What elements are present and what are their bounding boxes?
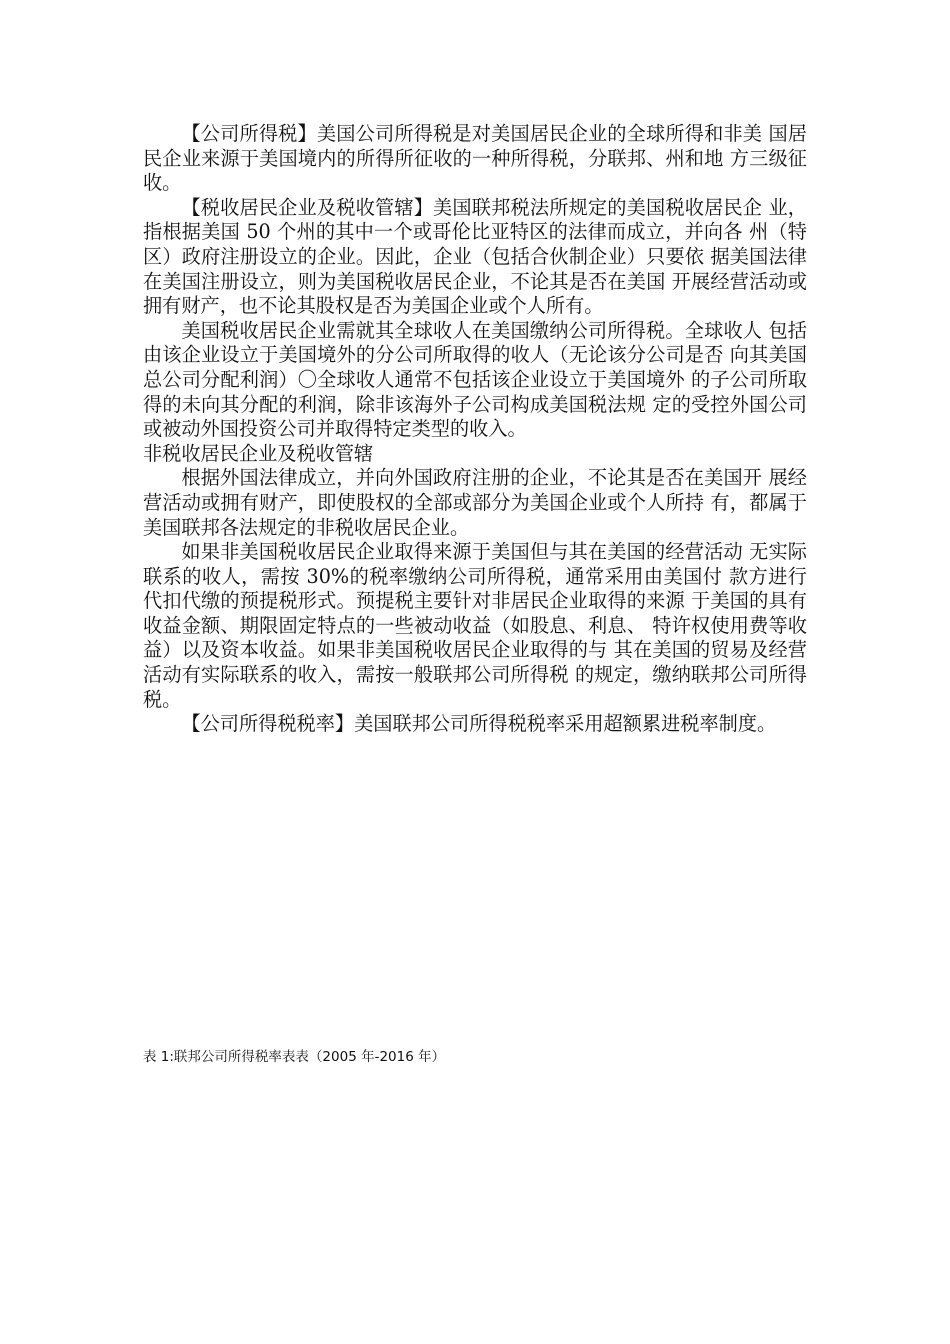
paragraph-global-income: 美国税收居民企业需就其全球收人在美国缴纳公司所得税。全球收人 包括由该企业设立于美国境外的分公司所取得的收人（无论该分公司是否 向其美国总公司分配利润）〇全球收人通常不包括该企业设立于美国境外 的子公司所取得的未向其分配的利润，除非该海外子公司构成美国税法规 定的受控外国公司或被动外国投资公司并取得特定类型的收入。 xyxy=(143,318,807,441)
paragraph-foreign-law-enterprise: 根据外国法律成立，并向外国政府注册的企业，不论其是否在美国开 展经营活动或拥有财产，即使股权的全部或部分为美国企业或个人所持 有，都属于美国联邦各法规定的非税收居民企业。 xyxy=(143,466,807,539)
document-body xyxy=(143,122,807,737)
section-heading-non-resident: 非税收居民企业及税收管辖 xyxy=(143,441,374,465)
paragraph-corporate-income-tax: 【公司所得税】美国公司所得税是对美国居民企业的全球所得和非美 国居民企业来源于美国境内的所得所征收的一种所得税，分联邦、州和地 方三级征收。 xyxy=(143,122,807,195)
paragraph-tax-rate: 【公司所得税税率】美国联邦公司所得税税率采用超额累进税率制度。 xyxy=(181,712,777,736)
paragraph-withholding-tax: 如果非美国税收居民企业取得来源于美国但与其在美国的经营活动 无实际联系的收人，需按 30%的税率缴纳公司所得税，通常采用由美国付 款方进行代扣代缴的预提税形式。预提税主要针对非居民企业取得的来源 于美国的具有收益金额、期限固定特点的一些被动收益（如股息、利息、 特许权使用费等收益）以及资本收益。如果非美国税收居民企业取得的与 其在美国的贸易及经营活动有实际联系的收入，需按一般联邦公司所得税 的规定，缴纳联邦公司所得税。 xyxy=(143,540,807,711)
table-caption: 表 1:联邦公司所得税率表表（2005 年-2016 年） xyxy=(143,1049,446,1065)
paragraph-tax-resident-enterprise: 【税收居民企业及税收管辖】美国联邦税法所规定的美国税收居民企 业，指根据美国 50 个州的其中一个或哥伦比亚特区的法律而成立，并向各 州（特区）政府注册设立的企业。因此，企业（包括合伙制企业）只要依 据美国法律在美国注册设立，则为美国税收居民企业，不论其是否在美国 开展经营活动或拥有财产，也不论其股权是否为美国企业或个人所有。 xyxy=(143,195,807,318)
